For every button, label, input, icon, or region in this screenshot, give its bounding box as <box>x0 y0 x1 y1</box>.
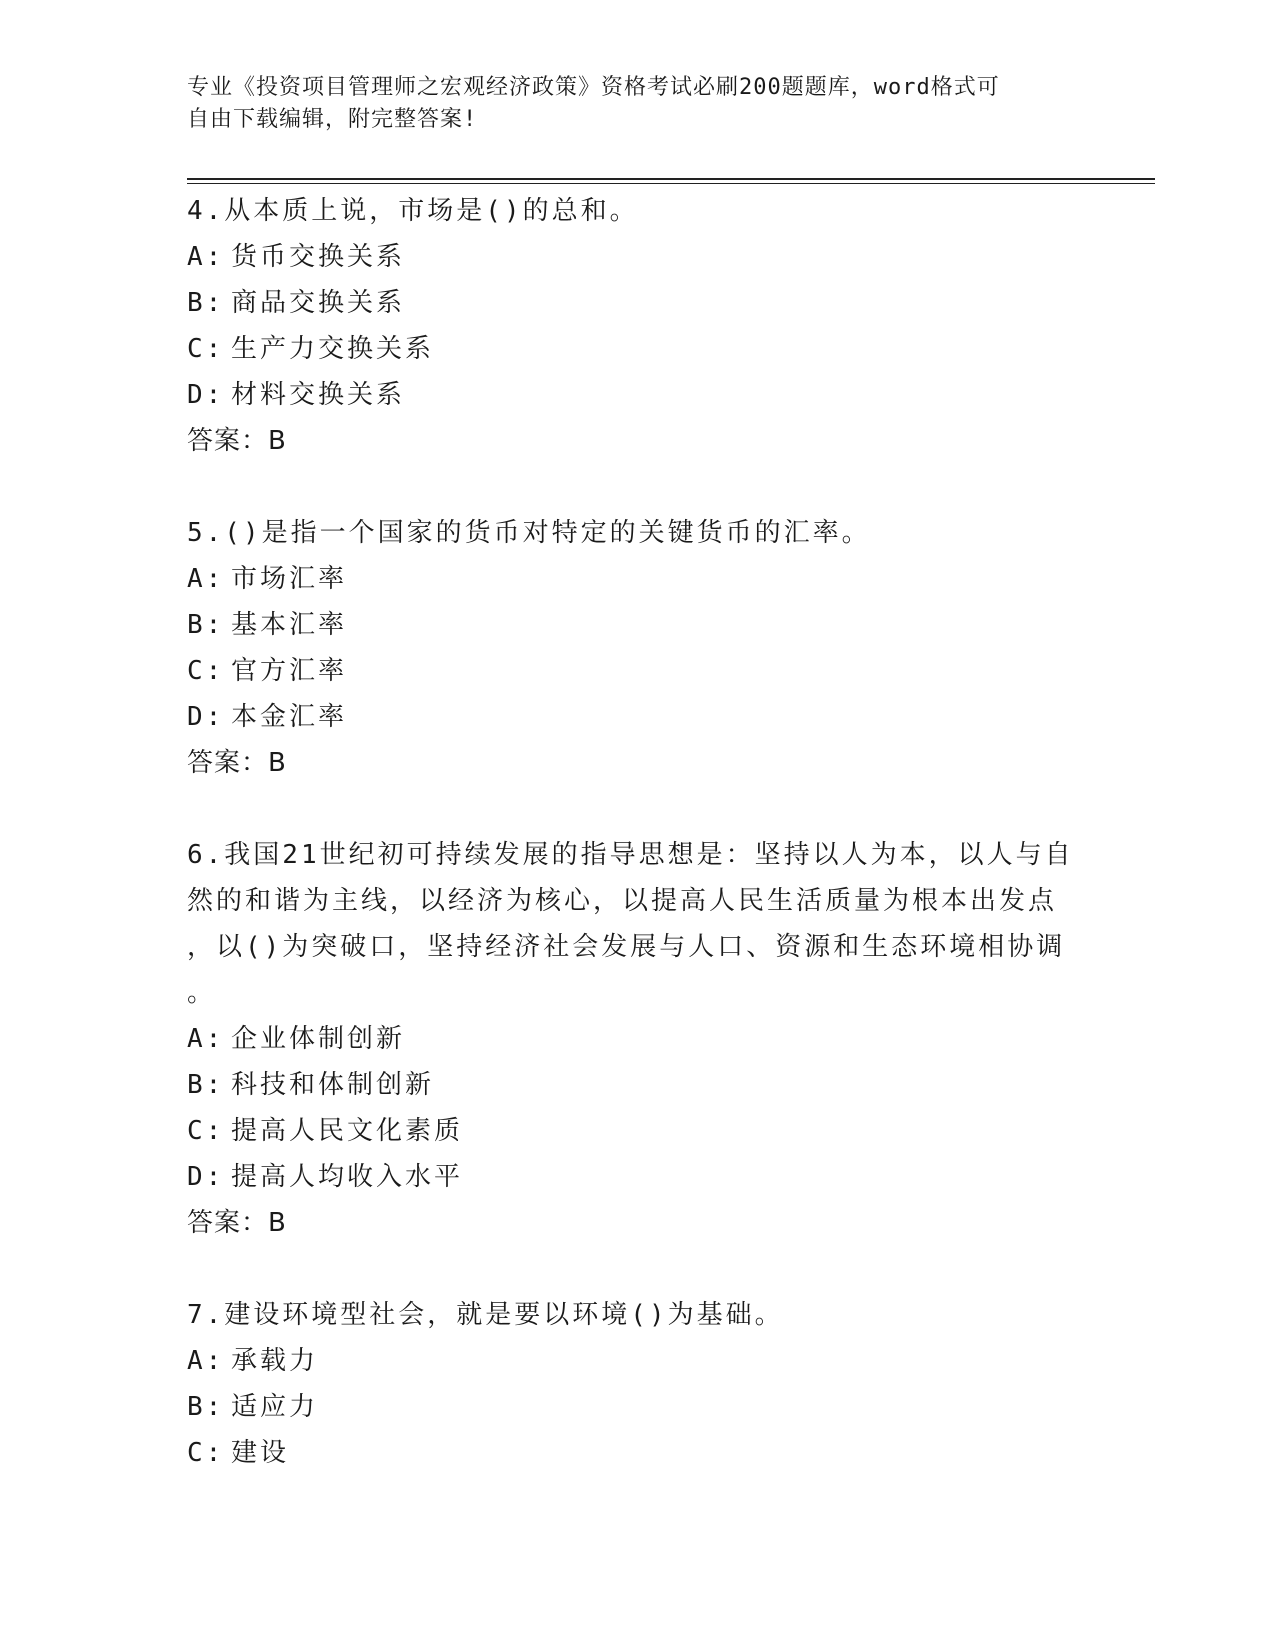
option-text: 企业体制创新 <box>231 1024 406 1054</box>
option-b <box>187 1384 1087 1430</box>
option-d <box>187 694 1087 740</box>
header-line-1: 专业《投资项目管理师之宏观经济政策》资格考试必刷200题题库，word格式可 <box>187 75 1000 100</box>
option-d <box>187 1154 1087 1200</box>
question-stem: 5.()是指一个国家的货币对特定的关键货币的汇率。 <box>187 518 871 548</box>
option-a <box>187 234 1087 280</box>
answer-line: 答案：B <box>187 1208 287 1238</box>
option-b <box>187 602 1087 648</box>
option-text: 科技和体制创新 <box>231 1070 435 1100</box>
header-divider-thick <box>187 178 1155 180</box>
question-5 <box>187 510 1087 786</box>
option-text: 提高人民文化素质 <box>231 1116 464 1146</box>
question-stem: 7.建设环境型社会，就是要以环境()为基础。 <box>187 1300 784 1330</box>
option-text: 承载力 <box>231 1346 319 1376</box>
answer-line: 答案：B <box>187 426 287 456</box>
option-text: 货币交换关系 <box>231 242 406 272</box>
option-c <box>187 1108 1087 1154</box>
option-key: B: <box>187 610 225 640</box>
option-key: B: <box>187 1070 225 1100</box>
option-key: D: <box>187 380 225 410</box>
option-a <box>187 1016 1087 1062</box>
option-key: C: <box>187 656 225 686</box>
option-text: 官方汇率 <box>231 656 348 686</box>
option-key: C: <box>187 1438 225 1468</box>
option-c <box>187 648 1087 694</box>
question-4 <box>187 188 1087 464</box>
document-header <box>187 72 1067 136</box>
option-key: C: <box>187 334 225 364</box>
option-key: A: <box>187 1346 225 1376</box>
option-text: 建设 <box>231 1438 290 1468</box>
option-key: A: <box>187 564 225 594</box>
option-text: 商品交换关系 <box>231 288 406 318</box>
option-text: 生产力交换关系 <box>231 334 435 364</box>
option-b <box>187 1062 1087 1108</box>
option-key: D: <box>187 1162 225 1192</box>
option-c <box>187 326 1087 372</box>
header-line-2: 自由下载编辑，附完整答案! <box>187 107 478 132</box>
option-text: 本金汇率 <box>231 702 348 732</box>
option-text: 市场汇率 <box>231 564 348 594</box>
option-c <box>187 1430 1087 1476</box>
option-text: 材料交换关系 <box>231 380 406 410</box>
option-text: 适应力 <box>231 1392 319 1422</box>
option-a <box>187 1338 1087 1384</box>
question-6 <box>187 832 1087 1246</box>
option-key: D: <box>187 702 225 732</box>
option-a <box>187 556 1087 602</box>
option-key: C: <box>187 1116 225 1146</box>
question-7 <box>187 1292 1087 1476</box>
question-list <box>187 188 1087 1522</box>
question-stem-line: ，以()为突破口，坚持经济社会发展与人口、资源和生态环境相协调 <box>187 932 1066 962</box>
option-d <box>187 372 1087 418</box>
question-stem-line: 然的和谐为主线，以经济为核心，以提高人民生活质量为根本出发点 <box>187 886 1058 916</box>
question-stem-line: 。 <box>187 978 217 1008</box>
answer-line: 答案：B <box>187 748 287 778</box>
option-text: 提高人均收入水平 <box>231 1162 464 1192</box>
question-stem-line: 6.我国21世纪初可持续发展的指导思想是：坚持以人为本，以人与自 <box>187 840 1074 870</box>
question-stem: 4.从本质上说，市场是()的总和。 <box>187 196 639 226</box>
option-key: A: <box>187 242 225 272</box>
option-key: B: <box>187 1392 225 1422</box>
option-key: A: <box>187 1024 225 1054</box>
header-divider-thin <box>187 183 1155 184</box>
option-key: B: <box>187 288 225 318</box>
option-text: 基本汇率 <box>231 610 348 640</box>
option-b <box>187 280 1087 326</box>
